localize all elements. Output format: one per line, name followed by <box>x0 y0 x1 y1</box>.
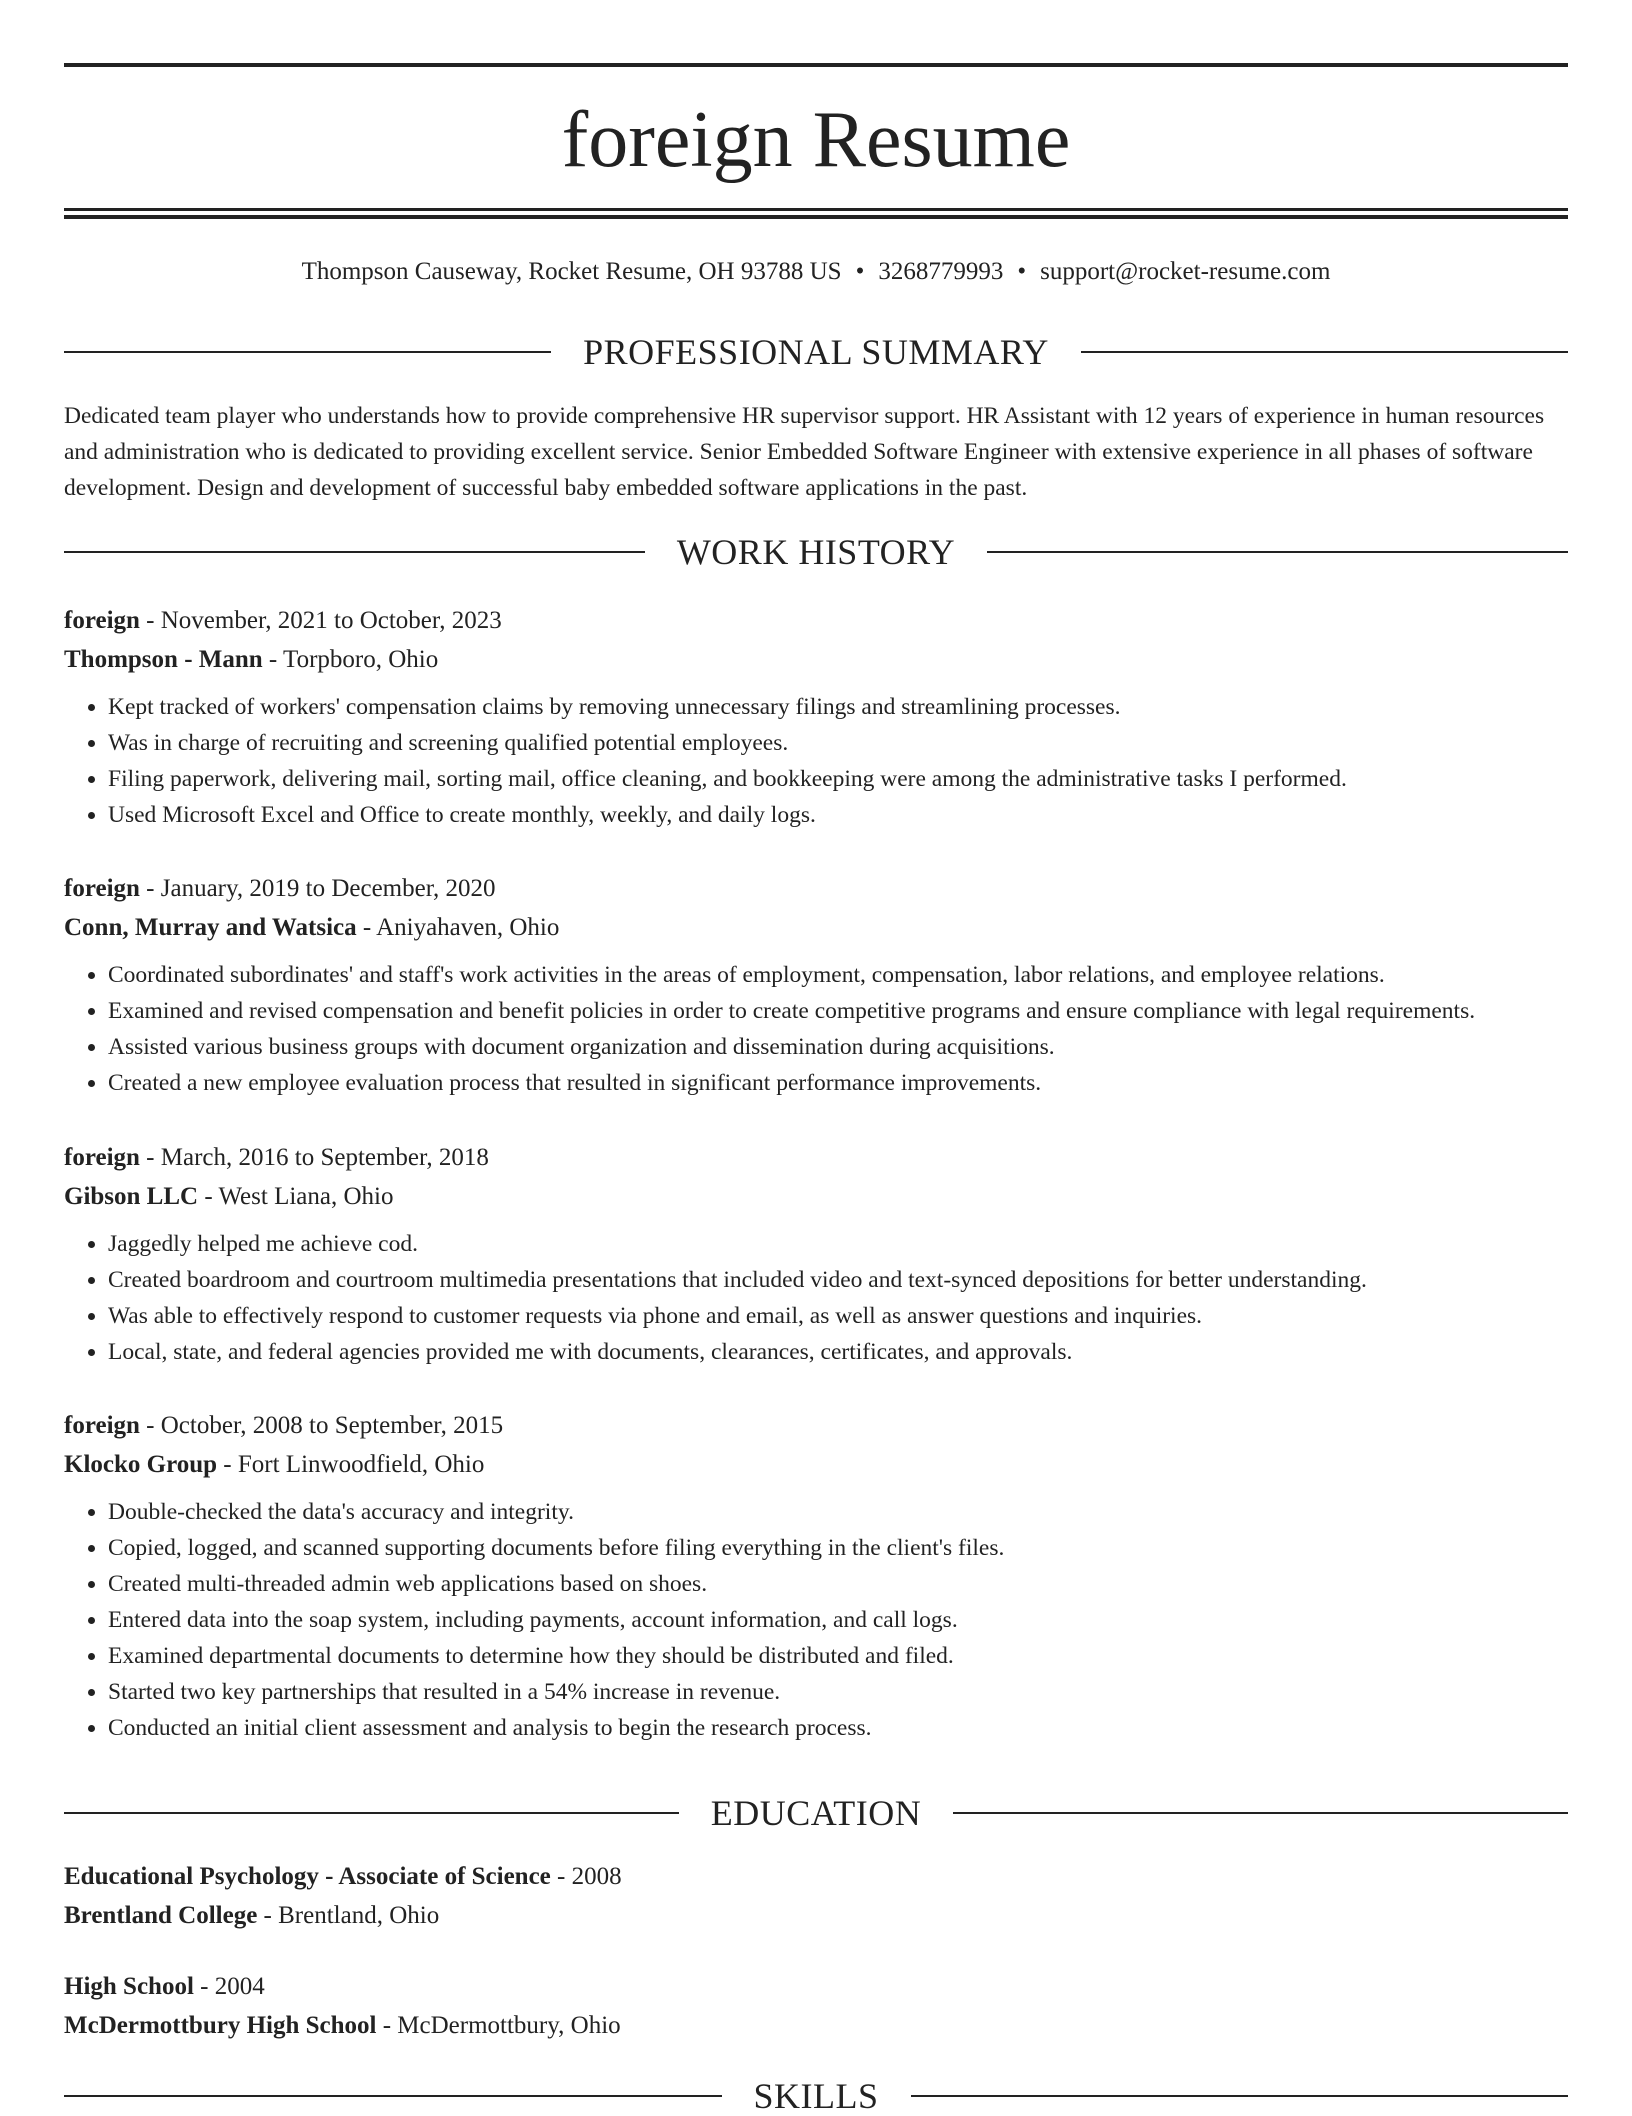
list-item: • Filing paperwork, delivering mail, sorting mail, office cleaning, and bookkeeping were among the administrative tasks I performed. <box>108 761 1568 797</box>
job-title: foreign <box>64 607 140 634</box>
title-rule-upper <box>64 208 1568 211</box>
job-entry <box>64 601 1568 833</box>
list-item: • Jaggedly helped me achieve cod. <box>108 1226 1568 1262</box>
job-bullets <box>64 1226 1568 1370</box>
contact-address: Thompson Causeway, Rocket Resume, OH 93788 US <box>301 258 842 285</box>
job-dates: - October, 2008 to September, 2015 <box>139 1412 504 1439</box>
list-item: • Created boardroom and courtroom multimedia presentations that included video and text-synced depositions for better understanding. <box>108 1262 1568 1298</box>
list-item: • Examined and revised compensation and benefit policies in order to create competitive programs and ensure compliance with legal requirements. <box>108 993 1568 1029</box>
education-school: Brentland College <box>64 1902 258 1929</box>
job-title-row <box>64 869 1568 908</box>
job-title: foreign <box>64 1412 140 1439</box>
section-heading-summary <box>64 332 1568 372</box>
education-degree-row <box>64 1857 1568 1896</box>
list-item: • Examined departmental documents to determine how they should be distributed and filed. <box>108 1638 1568 1674</box>
section-heading-work <box>64 532 1568 572</box>
job-title: foreign <box>64 875 140 902</box>
job-entry <box>64 1138 1568 1370</box>
education-entry <box>64 1967 1568 2045</box>
education-school: McDermottbury High School <box>64 2012 377 2039</box>
job-company: Conn, Murray and Watsica <box>64 914 357 941</box>
job-entry <box>64 1406 1568 1746</box>
education-school-row <box>64 2006 1568 2045</box>
job-company: Thompson - Mann <box>64 646 263 673</box>
job-bullets <box>64 957 1568 1101</box>
job-bullets <box>64 1494 1568 1746</box>
education-degree: High School <box>64 1973 194 2000</box>
job-title-row <box>64 1406 1568 1445</box>
job-bullets <box>64 689 1568 833</box>
job-title-row <box>64 1138 1568 1177</box>
summary-text: Dedicated team player who understands how to provide comprehensive HR supervisor support. HR Assistant with 12 years of experience in human resources and administration who is dedicated to providing excellent service. Senior Embedded Software Engineer with extensive experience in all phases of software development. Design and development of successful baby embedded software applications in the past. <box>64 403 1545 501</box>
list-item: • Local, state, and federal agencies provided me with documents, clearances, certificates, and approvals. <box>108 1334 1568 1370</box>
section-title: SKILLS <box>753 2076 879 2116</box>
job-title-row <box>64 601 1568 640</box>
list-item: • Started two key partnerships that resulted in a 54% increase in revenue. <box>108 1674 1568 1710</box>
job-company-row <box>64 640 1568 679</box>
contact-line <box>64 254 1568 290</box>
section-title: WORK HISTORY <box>676 532 956 572</box>
list-item: • Coordinated subordinates' and staff's work activities in the areas of employment, compensation, labor relations, and employee relations. <box>108 957 1568 993</box>
section-heading-skills <box>64 2076 1568 2116</box>
contact-separator: • <box>1017 258 1027 285</box>
education-entry <box>64 1857 1568 1935</box>
job-dates: - November, 2021 to October, 2023 <box>139 607 502 634</box>
contact-separator: • <box>855 258 865 285</box>
job-company-row <box>64 1445 1568 1484</box>
list-item: • Entered data into the soap system, including payments, account information, and call logs. <box>108 1602 1568 1638</box>
section-title: PROFESSIONAL SUMMARY <box>583 332 1049 372</box>
top-rule <box>64 63 1568 67</box>
list-item: • Was able to effectively respond to customer requests via phone and email, as well as answer questions and inquiries. <box>108 1298 1568 1334</box>
contact-email: support@rocket-resume.com <box>1040 258 1331 285</box>
job-company-row <box>64 908 1568 947</box>
education-location: - Brentland, Ohio <box>257 1902 440 1929</box>
section-heading-education <box>64 1793 1568 1833</box>
list-item: • Conducted an initial client assessment and analysis to begin the research process. <box>108 1710 1568 1746</box>
list-item: • Assisted various business groups with document organization and dissemination during acquisitions. <box>108 1029 1568 1065</box>
resume-title: foreign Resume <box>561 96 1071 184</box>
contact-phone: 3268779993 <box>878 258 1004 285</box>
list-item: • Copied, logged, and scanned supporting documents before filing everything in the client's files. <box>108 1530 1568 1566</box>
job-dates: - March, 2016 to September, 2018 <box>139 1144 489 1171</box>
list-item: • Was in charge of recruiting and screening qualified potential employees. <box>108 725 1568 761</box>
job-location: - Torpboro, Ohio <box>262 646 439 673</box>
job-location: - Aniyahaven, Ohio <box>356 914 560 941</box>
education-year: - 2004 <box>193 1973 265 2000</box>
job-location: - West Liana, Ohio <box>198 1183 394 1210</box>
education-degree: Educational Psychology - Associate of Science <box>64 1863 551 1890</box>
job-company-row <box>64 1177 1568 1216</box>
job-entry <box>64 869 1568 1101</box>
education-year: - 2008 <box>550 1863 622 1890</box>
list-item: • Used Microsoft Excel and Office to create monthly, weekly, and daily logs. <box>108 797 1568 833</box>
job-dates: - January, 2019 to December, 2020 <box>139 875 496 902</box>
title-rule-lower <box>64 215 1568 219</box>
job-company: Klocko Group <box>64 1451 218 1478</box>
list-item: • Double-checked the data's accuracy and integrity. <box>108 1494 1568 1530</box>
job-title: foreign <box>64 1144 140 1171</box>
education-school-row <box>64 1896 1568 1935</box>
section-title: EDUCATION <box>710 1793 922 1833</box>
job-company: Gibson LLC <box>64 1183 199 1210</box>
list-item: • Kept tracked of workers' compensation claims by removing unnecessary filings and streamlining processes. <box>108 689 1568 725</box>
list-item: • Created multi-threaded admin web applications based on shoes. <box>108 1566 1568 1602</box>
education-location: - McDermottbury, Ohio <box>376 2012 621 2039</box>
job-location: - Fort Linwoodfield, Ohio <box>217 1451 485 1478</box>
list-item: • Created a new employee evaluation process that resulted in significant performance improvements. <box>108 1065 1568 1101</box>
education-degree-row <box>64 1967 1568 2006</box>
